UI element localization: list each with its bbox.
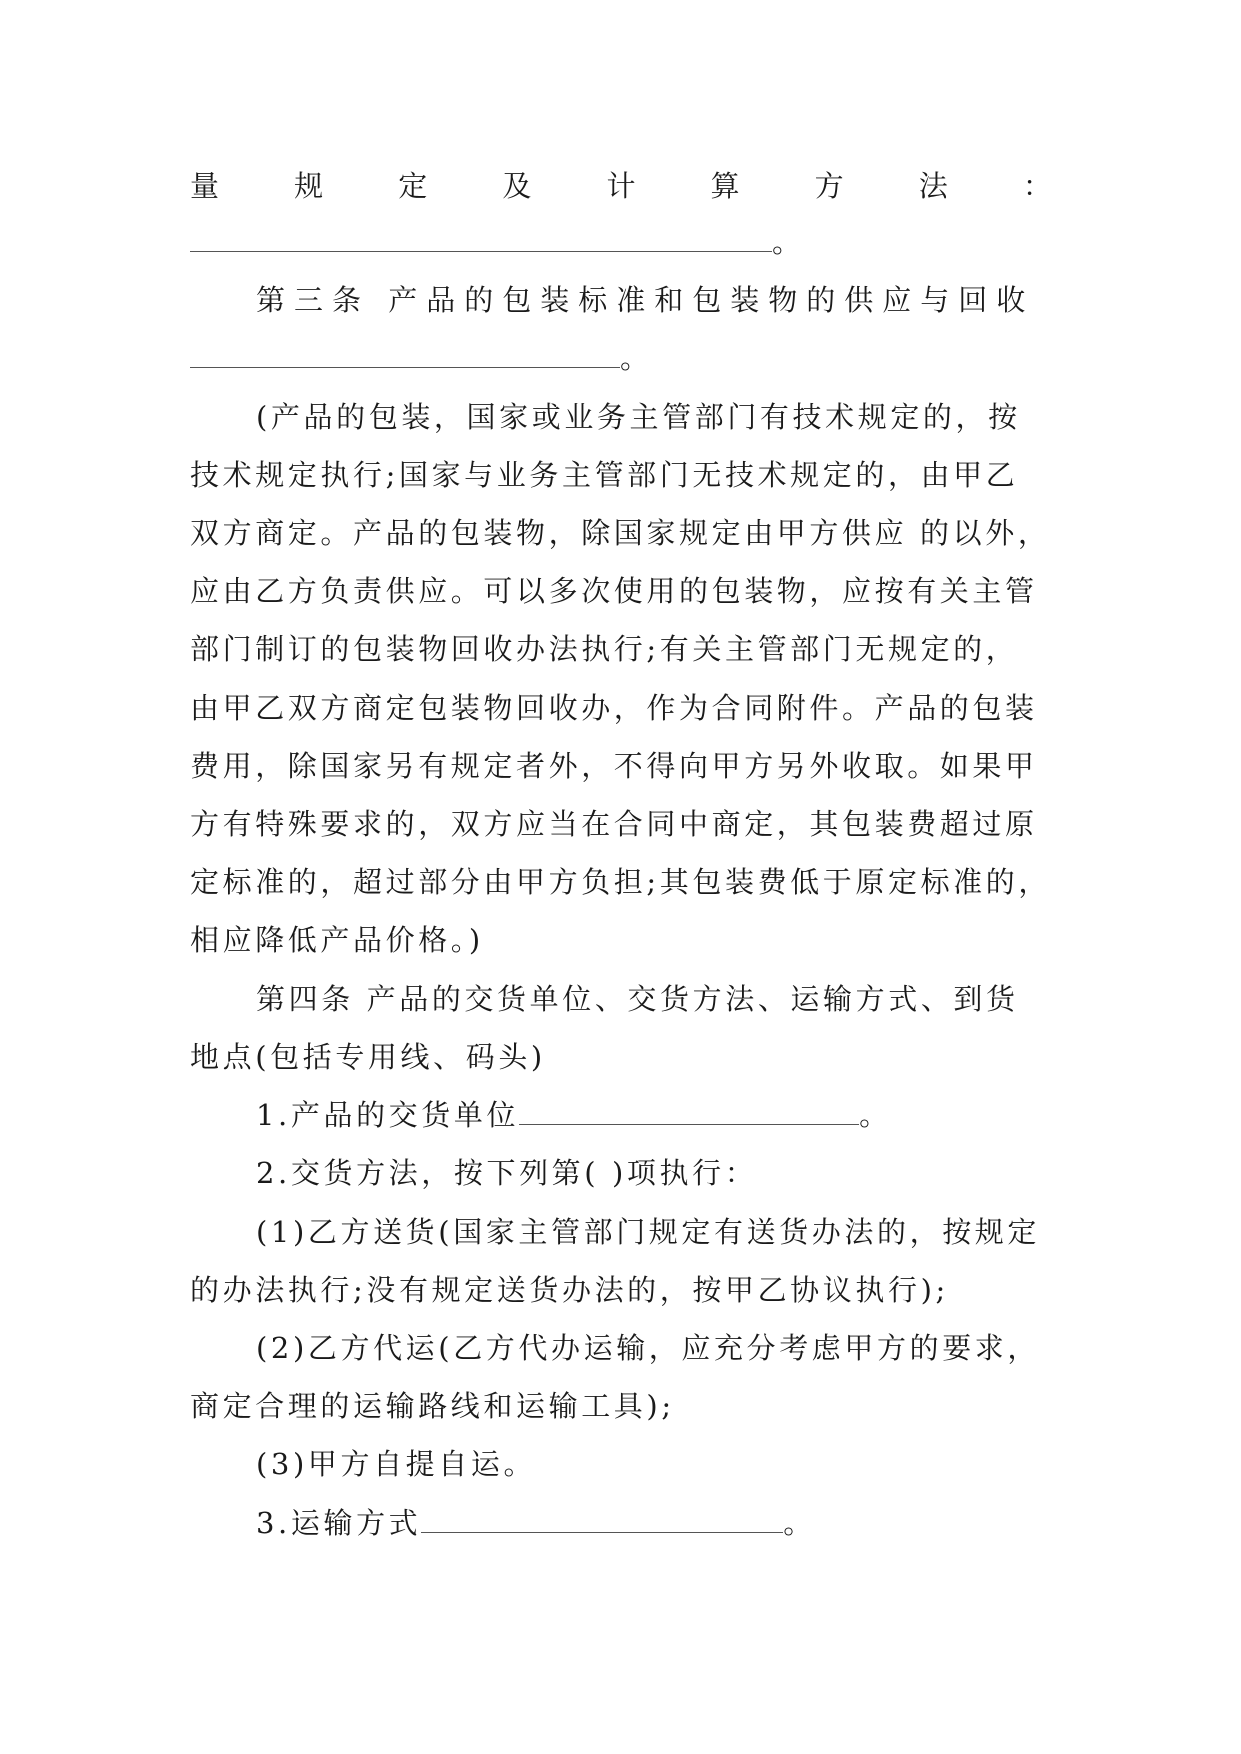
char: 及 (502, 169, 532, 203)
line-01 (190, 166, 1052, 206)
option-3: (3)甲方自提自运。 (256, 1447, 537, 1481)
fill-in-blank[interactable] (190, 225, 772, 252)
paragraph-line: (产品的包装，国家或业务主管部门有技术规定的，按 (256, 400, 1021, 434)
paragraph-line: 的办法执行;没有规定送货办法的，按甲乙协议执行); (190, 1273, 949, 1307)
char: 定 (398, 169, 428, 203)
article-4-heading: 第四条 产品的交货单位、交货方法、运输方式、到货 (256, 982, 1019, 1016)
char: 算 (710, 169, 740, 203)
fill-in-blank[interactable] (190, 341, 620, 368)
char: 法 (918, 169, 948, 203)
char: 规 (294, 169, 324, 203)
line-04 (190, 338, 1052, 378)
char: 方 (814, 169, 844, 203)
line-02 (190, 222, 1052, 262)
option-1: (1)乙方送货(国家主管部门规定有送货办法的，按规定 (256, 1215, 1040, 1249)
line-end-punct: 。 (620, 341, 653, 375)
paragraph-line: 地点(包括专用线、码头) (190, 1040, 546, 1074)
fill-in-blank[interactable] (421, 1506, 783, 1533)
line-end-punct: 。 (772, 225, 805, 259)
item-3-transport-method (256, 1503, 1052, 1543)
paragraph-line: 应由乙方负责供应。可以多次使用的包装物，应按有关主管 (190, 574, 1038, 608)
item-label: 1.产品的交货单位 (256, 1098, 520, 1132)
paragraph-line: 商定合理的运输路线和运输工具); (190, 1389, 675, 1423)
line-end-punct: 。 (859, 1098, 892, 1132)
line-end-punct: 。 (783, 1506, 816, 1540)
char: 计 (606, 169, 636, 203)
option-2: (2)乙方代运(乙方代办运输，应充分考虑甲方的要求， (256, 1331, 1040, 1365)
paragraph-line: 由甲乙双方商定包装物回收办，作为合同附件。产品的包装 (190, 691, 1038, 725)
article-3-heading: 第三条 产品的包装标准和包装物的供应与回收 (256, 283, 1035, 317)
paragraph-line: 相应降低产品价格。) (190, 923, 484, 957)
char: ： (1022, 169, 1052, 203)
paragraph-line: 技术规定执行;国家与业务主管部门无技术规定的，由甲乙 (190, 458, 1019, 492)
fill-in-blank[interactable] (519, 1098, 859, 1125)
paragraph-line: 费用，除国家另有规定者外，不得向甲方另外收取。如果甲 (190, 749, 1038, 783)
item-label: 3.运输方式 (256, 1506, 422, 1540)
item-2-delivery-method: 2.交货方法，按下列第( )项执行： (256, 1156, 758, 1190)
paragraph-line: 部门制订的包装物回收办法执行;有关主管部门无规定的， (190, 632, 1019, 666)
paragraph-line: 方有特殊要求的，双方应当在合同中商定，其包装费超过原 (190, 807, 1038, 841)
paragraph-line: 双方商定。产品的包装物，除国家规定由甲方供应 的以外， (190, 516, 1051, 550)
item-1-delivery-unit (256, 1095, 1052, 1135)
paragraph-line: 定标准的，超过部分由甲方负担;其包装费低于原定标准的， (190, 865, 1051, 899)
char: 量 (190, 169, 220, 203)
